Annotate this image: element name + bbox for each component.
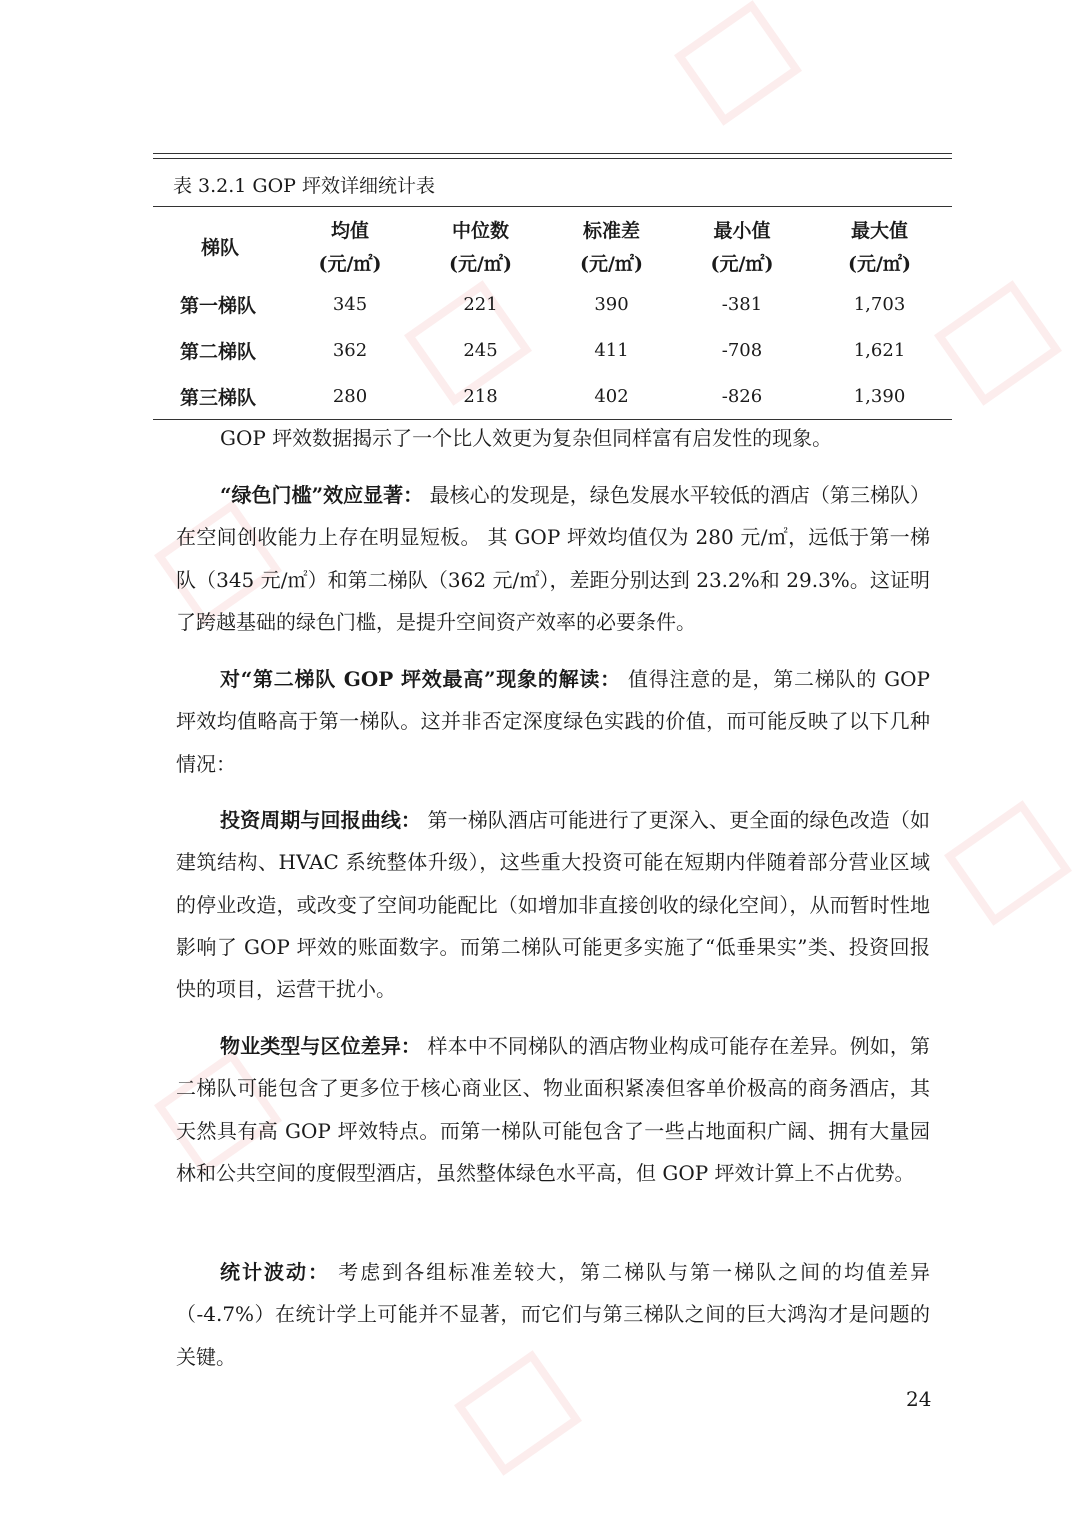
table-caption: 表 3.2.1 GOP 坪效详细统计表 [173, 175, 436, 197]
table-cell: 390 [594, 293, 629, 315]
table-cell: 1,703 [853, 293, 906, 315]
page-number: 24 [906, 1387, 932, 1411]
column-header: 最大值 (元/㎡) [848, 220, 911, 275]
table-cell: -826 [721, 385, 763, 407]
paragraph-intro: GOP 坪效数据揭示了一个比人效更为复杂但同样富有启发性的现象。 [220, 426, 833, 450]
table-cell: 345 [332, 293, 368, 315]
watermark-logo [944, 800, 1072, 926]
table-cell: 1,390 [853, 385, 906, 407]
gop-stats-table [153, 207, 952, 419]
table-cell: 402 [594, 385, 629, 407]
gop-table-block [153, 153, 952, 420]
paragraph-investment-cycle: 投资周期与回报曲线： 第一梯队酒店可能进行了更深入、更全面的绿色改造（如建筑结构、HVAC 系统整体升级），这些重大投资可能在短期内伴随着部分营业区域的停业改造，或改变了空间功能配比（如增加非直接创收的绿化空间），从而暂时性地影响了 GOP 坪效的账面数字。而第二梯队可能更多实施了“低垂果实”类、投资回报快的项目，运营干扰小。 [176, 808, 931, 1002]
paragraph-tier2-interpretation: 对“第二梯队 GOP 坪效最高”现象的解读： 值得注意的是，第二梯队的 GOP 坪效均值略高于第一梯队。这并非否定深度绿色实践的价值，而可能反映了以下几种情况： [176, 667, 930, 776]
table-cell: 221 [463, 293, 498, 315]
table-cell: 280 [332, 385, 368, 407]
table-cell: 362 [332, 339, 368, 361]
table-cell: 411 [594, 339, 629, 361]
table-cell: 第一梯队 [180, 294, 257, 317]
table-header-row [153, 207, 952, 281]
table-cell: 1,621 [853, 339, 906, 361]
table-cell: -381 [721, 293, 763, 315]
column-header: 最小值 (元/㎡) [710, 220, 774, 275]
table-cell: 245 [463, 339, 498, 361]
paragraph-statistical-variance: 统计波动： 考虑到各组标准差较大，第二梯队与第一梯队之间的均值差异（-4.7%）在统计学上可能并不显著，而它们与第三梯队之间的巨大鸿沟才是问题的关键。 [176, 1260, 931, 1369]
watermark-logo [934, 280, 1062, 406]
paragraph-property-type: 物业类型与区位差异： 样本中不同梯队的酒店物业构成可能存在差异。例如，第二梯队可能包含了更多位于核心商业区、物业面积紧凑但客单价极高的商务酒店，其天然具有高 GOP 坪效特点。而第一梯队可能包含了一些占地面积广阔、拥有大量园林和公共空间的度假型酒店，虽然整体绿色水平高，但 GOP 坪效计算上不占优势。 [176, 1034, 931, 1185]
paragraph-green-threshold: “绿色门槛”效应显著： 最核心的发现是，绿色发展水平较低的酒店（第三梯队）在空间创收能力上存在明显短板。 其 GOP 坪效均值仅为 280 元/㎡，远低于第一梯队（345 元/㎡）和第二梯队（362 元/㎡），差距分别达到 23.2%和 29.3%。这证明了跨越基础的绿色门槛，是提升空间资产效率的必要条件。 [176, 483, 930, 634]
table-cell: 第三梯队 [180, 386, 257, 409]
column-header: 中位数 (元/㎡) [449, 220, 512, 275]
watermark-logo [674, 0, 802, 126]
table-row [153, 281, 952, 327]
column-header: 梯队 [201, 236, 240, 259]
table-row [153, 373, 952, 419]
column-header: 均值 (元/㎡) [318, 220, 382, 275]
table-cell: -708 [721, 339, 763, 361]
table-cell: 218 [463, 385, 498, 407]
table-row [153, 327, 952, 373]
table-cell: 第二梯队 [180, 340, 257, 363]
column-header: 标准差 (元/㎡) [580, 220, 643, 275]
